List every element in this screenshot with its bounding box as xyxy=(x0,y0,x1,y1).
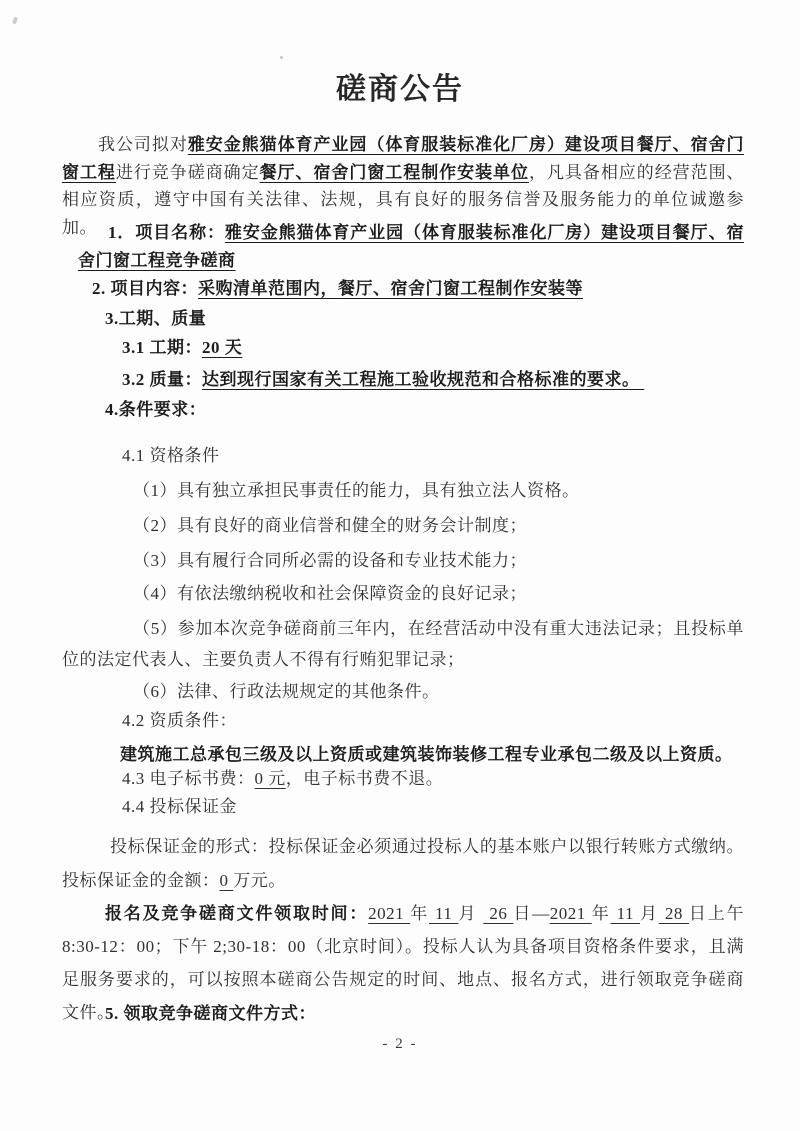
schedule-unit: 日— xyxy=(513,904,550,923)
item-duration-quality xyxy=(62,309,744,329)
project-name-emphasis: 雅安金熊猫体育产业园（体育服装标准化厂房）建设项目餐厅、宿舍门窗工程 xyxy=(62,135,745,182)
condition-item: （2）具有良好的商业信誉和健全的财务会计制度； xyxy=(133,516,527,535)
item-label: 2. 项目内容： xyxy=(92,279,198,298)
item-obtain-documents xyxy=(62,1004,744,1024)
item-label: 3.2 质量： xyxy=(122,370,202,389)
item-qualification-conditions xyxy=(62,446,744,466)
item-quality xyxy=(62,370,744,390)
item-value: 采购清单范围内，餐厅、宿舍门窗工程制作安装等 xyxy=(198,279,583,298)
item-label: 4.4 投标保证金 xyxy=(122,797,237,816)
work-name-emphasis: 餐厅、宿舍门窗工程制作安装单位 xyxy=(259,162,529,182)
schedule-year-end: 2021 xyxy=(549,904,592,923)
page-number: - 2 - xyxy=(382,1036,418,1052)
page-title: 磋商公告 xyxy=(336,73,464,106)
scan-artifact xyxy=(280,56,283,59)
schedule-label: 报名及竞争磋商文件领取时间： xyxy=(105,904,369,923)
deposit-text: 投标保证金的形式：投标保证金必须通过投标人的基本账户以银行转账方式缴纳。投标保证金的金额： xyxy=(62,837,744,890)
condition-item: （6）法律、行政法规规定的其他条件。 xyxy=(133,682,440,701)
condition-item: （4）有依法缴纳税收和社会保障资金的良好记录； xyxy=(133,584,527,603)
schedule-month-end: 11 xyxy=(610,904,641,923)
intro-text: ，凡具备相应的经营范围、相应资质，遵守中国有关法律、法规，具有良好的服务信誉及服务能力的单位诚邀参加。 xyxy=(62,162,745,237)
item-value: 雅安金熊猫体育产业园（体育服装标准化厂房）建设项目餐厅、宿舍门窗工程竞争磋商 xyxy=(78,223,745,270)
deposit-paragraph xyxy=(62,830,744,898)
item-document-fee xyxy=(62,769,744,789)
condition-item: （5）参加本次竞争磋商前三年内，在经营活动中没有重大违法记录；且投标单位的法定代表人、主要负责人不得有行贿犯罪记录； xyxy=(62,619,744,669)
item-label: 1．项目名称： xyxy=(108,223,225,242)
schedule-unit: 年 xyxy=(410,904,429,923)
schedule-day-start: 26 xyxy=(483,904,514,923)
item-label: 4.2 资质条件： xyxy=(122,711,237,730)
item-project-name xyxy=(62,219,744,275)
item-label: 3.工期、质量 xyxy=(105,309,207,328)
item-label: 4.条件要求： xyxy=(105,400,207,419)
schedule-unit: 月 xyxy=(640,904,659,923)
credential-text: 建筑施工总承包三级及以上资质或建筑装饰装修工程专业承包二级及以上资质。 xyxy=(120,745,733,764)
item-requirements xyxy=(62,400,744,420)
item-bid-deposit xyxy=(62,797,744,817)
condition-item: （1）具有独立承担民事责任的能力，具有独立法人资格。 xyxy=(133,481,580,500)
schedule-unit: 年 xyxy=(591,904,611,923)
item-label: 5. 领取竞争磋商文件方式： xyxy=(105,1004,316,1023)
intro-text: 我公司拟对 xyxy=(98,135,188,154)
fee-value: 0 元 xyxy=(254,769,286,788)
item-value: 20 天 xyxy=(202,338,243,357)
schedule-year-start: 2021 xyxy=(368,904,411,923)
schedule-day-end: 28 xyxy=(658,904,689,923)
item-label: 4.1 资格条件 xyxy=(122,446,220,465)
item-text: ，电子标书费不退。 xyxy=(285,769,444,788)
credential-requirement xyxy=(62,745,744,765)
schedule-month-start: 11 xyxy=(429,904,459,923)
deposit-unit: 万元。 xyxy=(233,871,286,890)
item-label: 3.1 工期： xyxy=(122,338,202,357)
item-duration xyxy=(62,338,744,358)
item-project-content xyxy=(62,279,744,299)
schedule-unit: 月 xyxy=(458,904,484,923)
condition-item: （3）具有履行合同所必需的设备和专业技术能力； xyxy=(133,551,527,570)
intro-text: 进行竞争磋商确定 xyxy=(115,162,260,182)
item-value: 达到现行国家有关工程施工验收规范和合格标准的要求。 xyxy=(202,370,645,389)
scan-artifact xyxy=(12,17,18,25)
item-label: 4.3 电子标书费： xyxy=(122,769,255,788)
deposit-amount: 0 xyxy=(219,871,234,890)
item-credential-conditions xyxy=(62,711,744,731)
schedule-text: 日上午 8:30-12：00；下午 2;30-18：00（北京时间）。投标人认为具备项目资格条件要求，且满足服务要求的，可以按照本磋商公告规定的时间、地点、报名方式，进行领取竞争磋商文件。 xyxy=(62,904,749,1022)
